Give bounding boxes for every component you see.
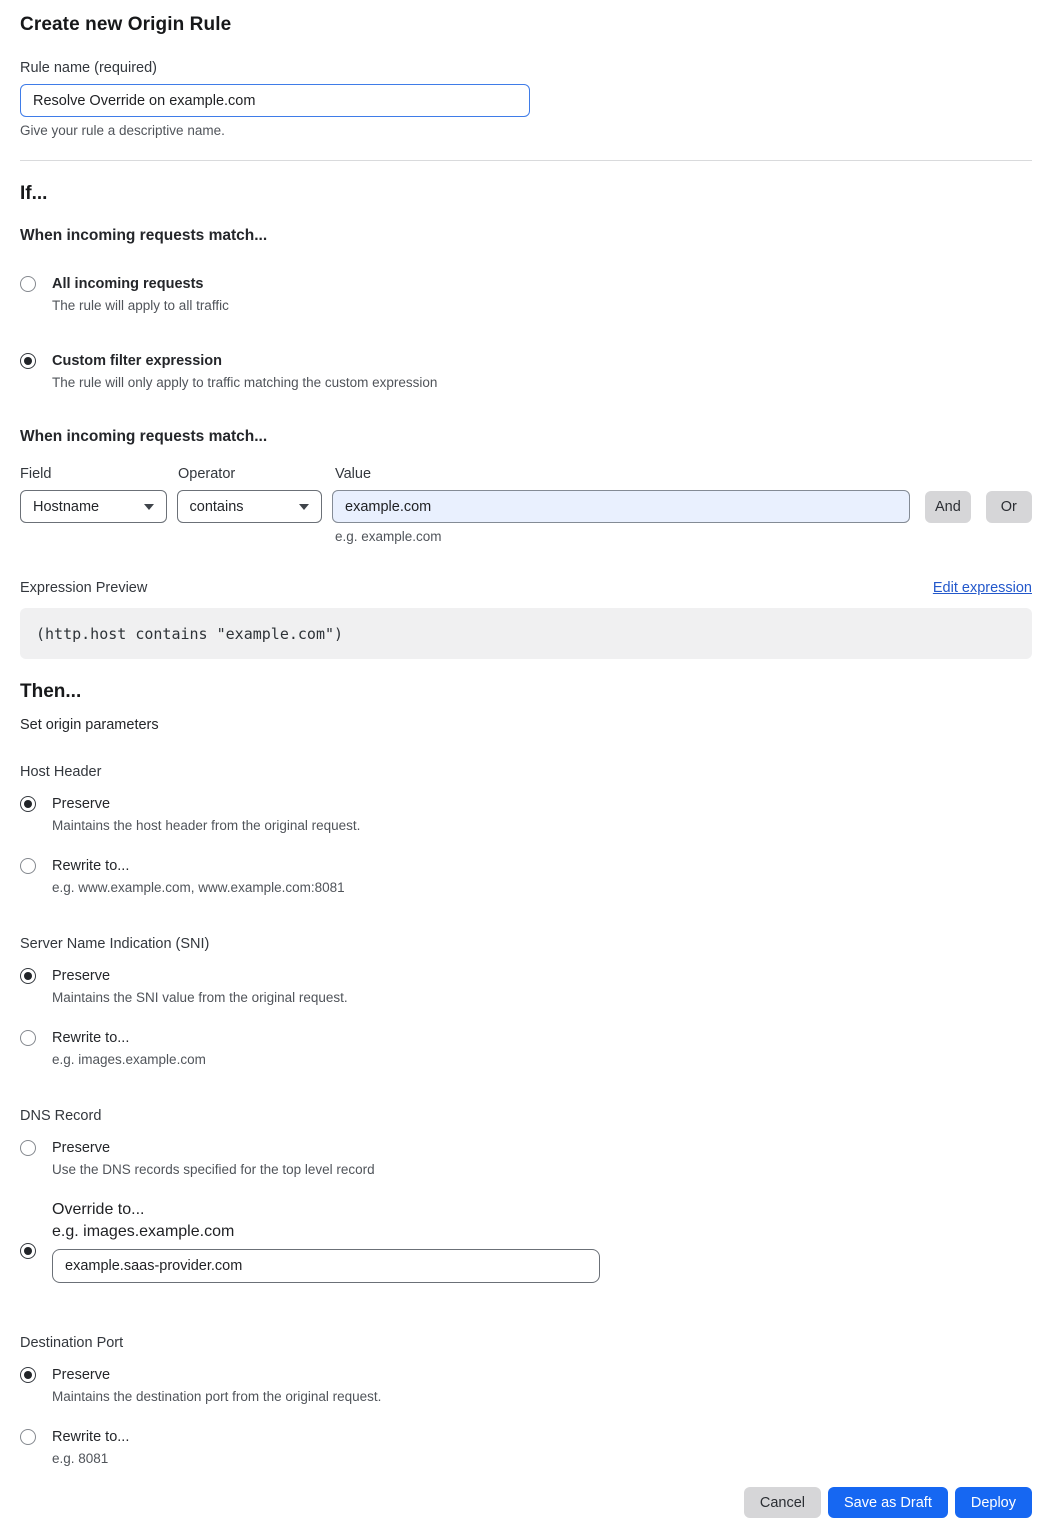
option-description: e.g. 8081 — [52, 1451, 109, 1466]
option-label: Rewrite to... — [52, 1030, 130, 1046]
builder-heading: When incoming requests match... — [20, 428, 268, 445]
host-header-label: Host Header — [20, 764, 102, 780]
radio-sni-preserve[interactable] — [20, 968, 36, 984]
value-help: e.g. example.com — [335, 529, 442, 544]
option-label: Preserve — [52, 796, 111, 812]
form-footer — [20, 1487, 1032, 1531]
option-description: Maintains the destination port from the original request. — [52, 1389, 382, 1404]
option-description: Maintains the host header from the original request. — [52, 818, 361, 833]
if-subheading: When incoming requests match... — [20, 227, 268, 244]
option-label: Preserve — [52, 1140, 111, 1156]
option-description: Maintains the SNI value from the original request. — [52, 990, 348, 1005]
option-label: Preserve — [52, 1367, 111, 1383]
radio-custom-filter[interactable] — [20, 353, 36, 369]
option-label: All incoming requests — [52, 276, 204, 292]
operator-select[interactable] — [177, 490, 323, 523]
sni-rewrite-option[interactable] — [20, 1029, 1032, 1068]
option-description: e.g. images.example.com — [52, 1052, 206, 1067]
value-label: Value — [335, 466, 372, 482]
field-select-value: Hostname — [33, 498, 100, 515]
radio-host-header-rewrite[interactable] — [20, 858, 36, 874]
operator-select-value: contains — [189, 498, 244, 515]
operator-label: Operator — [178, 466, 236, 482]
option-description: The rule will only apply to traffic matching the custom expression — [52, 375, 438, 390]
rule-name-label: Rule name (required) — [20, 60, 158, 76]
sni-label: Server Name Indication (SNI) — [20, 936, 210, 952]
option-label: Rewrite to... — [52, 858, 130, 874]
chevron-down-icon — [144, 504, 154, 510]
then-subheading: Set origin parameters — [20, 717, 159, 733]
expression-builder-row — [20, 490, 1032, 523]
expression-preview-header — [20, 580, 1032, 596]
radio-sni-rewrite[interactable] — [20, 1030, 36, 1046]
section-divider — [20, 160, 1032, 161]
radio-dns-override[interactable] — [20, 1243, 36, 1259]
edit-expression-link[interactable]: Edit expression — [932, 580, 1032, 596]
or-button[interactable]: Or — [986, 491, 1032, 523]
option-description: e.g. images.example.com — [52, 1223, 235, 1240]
host-header-rewrite-option[interactable] — [20, 857, 1032, 896]
option-label: Override to... — [52, 1201, 145, 1218]
chevron-down-icon — [299, 504, 309, 510]
sni-preserve-option[interactable] — [20, 967, 1032, 1006]
radio-dns-preserve[interactable] — [20, 1140, 36, 1156]
option-label: Custom filter expression — [52, 353, 223, 369]
rule-name-help: Give your rule a descriptive name. — [20, 123, 225, 138]
if-heading: If... — [20, 183, 48, 204]
builder-labels — [20, 466, 1032, 482]
deploy-button[interactable]: Deploy — [955, 1487, 1032, 1518]
value-input[interactable] — [332, 490, 910, 523]
option-description: The rule will apply to all traffic — [52, 298, 229, 313]
radio-port-rewrite[interactable] — [20, 1429, 36, 1445]
port-rewrite-option[interactable] — [20, 1428, 1032, 1467]
option-label: Preserve — [52, 968, 111, 984]
dns-record-label: DNS Record — [20, 1108, 102, 1124]
field-select[interactable] — [20, 490, 167, 523]
radio-host-header-preserve[interactable] — [20, 796, 36, 812]
and-button[interactable]: And — [925, 491, 970, 523]
dns-preserve-option[interactable] — [20, 1139, 1032, 1178]
radio-all-requests[interactable] — [20, 276, 36, 292]
dns-override-option[interactable] — [20, 1201, 1032, 1283]
expression-preview-label: Expression Preview — [20, 580, 148, 596]
option-description: e.g. www.example.com, www.example.com:8081 — [52, 880, 345, 895]
option-label: Rewrite to... — [52, 1429, 130, 1445]
save-as-draft-button[interactable]: Save as Draft — [828, 1487, 948, 1518]
field-label: Field — [20, 466, 52, 482]
match-option-custom-filter[interactable] — [20, 352, 1032, 391]
host-header-preserve-option[interactable] — [20, 795, 1032, 834]
expression-preview-code: (http.host contains "example.com") — [20, 608, 1032, 659]
port-preserve-option[interactable] — [20, 1366, 1032, 1405]
match-option-all-requests[interactable] — [20, 275, 1032, 314]
radio-port-preserve[interactable] — [20, 1367, 36, 1383]
rule-name-input[interactable] — [20, 84, 530, 117]
option-description: Use the DNS records specified for the top level record — [52, 1162, 375, 1177]
destination-port-label: Destination Port — [20, 1335, 124, 1351]
page-title: Create new Origin Rule — [20, 14, 232, 35]
dns-override-input[interactable] — [52, 1249, 600, 1283]
then-heading: Then... — [20, 681, 82, 702]
cancel-button[interactable]: Cancel — [744, 1487, 821, 1518]
